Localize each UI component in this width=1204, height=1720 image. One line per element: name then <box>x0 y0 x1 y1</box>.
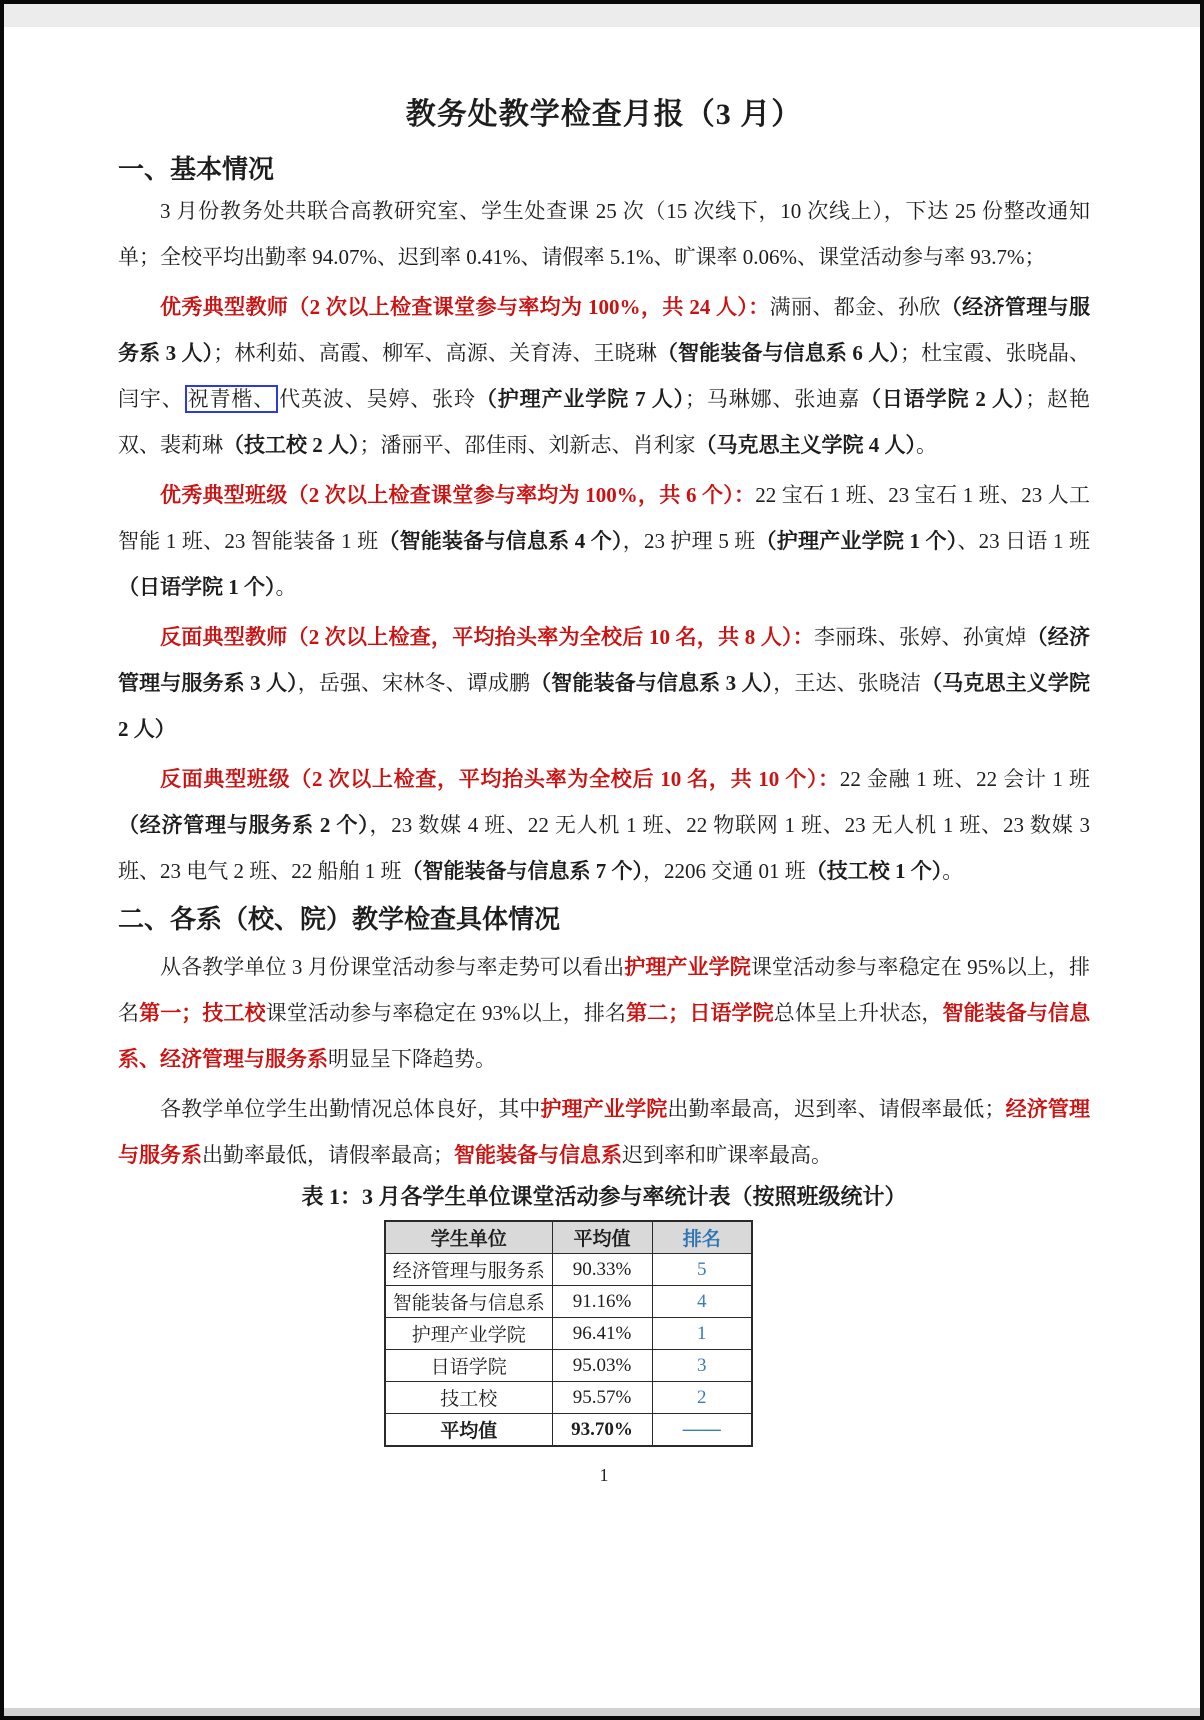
average-cell: 93.70% <box>552 1414 652 1447</box>
text-run: 迟到率和旷课率最高。 <box>622 1143 832 1167</box>
paragraph-negative-classes <box>118 756 1090 894</box>
bold-run: （日语学院 1 个） <box>118 575 276 599</box>
text-run: ；赵艳双、裴莉琳 <box>118 387 1091 457</box>
text-run: ，23 护理 5 班 <box>622 529 756 553</box>
bold-run: （马克思主义学院 2 人） <box>118 671 1090 741</box>
document-content <box>4 4 1200 1486</box>
text-run: 出勤率最高，迟到率、请假率最低； <box>667 1097 1006 1121</box>
average-cell: 90.33% <box>552 1254 652 1286</box>
bold-run: （智能装备与信息系 3 人） <box>530 671 774 695</box>
red-emphasis-run: 优秀典型班级（2 次以上检查课堂参与率均为 100%，共 6 个）： <box>160 483 756 507</box>
rank-cell: 1 <box>652 1318 752 1350</box>
paragraph-excellent-classes <box>118 472 1090 610</box>
rank-cell: 2 <box>652 1382 752 1414</box>
scan-edge-bottom <box>4 1708 1200 1716</box>
rank-cell: 3 <box>652 1350 752 1382</box>
bold-run: （技工校 1 个） <box>805 859 943 883</box>
rank-cell: —— <box>652 1414 752 1447</box>
text-run: 代英波、吴婷、张玲 <box>279 387 476 411</box>
bold-run: （经济管理与服务系 3 人） <box>118 625 1090 695</box>
average-cell: 95.57% <box>552 1382 652 1414</box>
text-run: 各教学单位学生出勤情况总体良好，其中 <box>160 1097 541 1121</box>
text-run: ；林利茹、高霞、柳军、高源、关育涛、王晓琳 <box>213 341 657 365</box>
average-cell: 96.41% <box>552 1318 652 1350</box>
text-run: 22 金融 1 班、22 会计 1 班 <box>839 767 1091 791</box>
table-average-row <box>385 1414 752 1447</box>
text-run: 。 <box>916 433 937 457</box>
rank-cell: 4 <box>652 1286 752 1318</box>
text-run: ；潘丽平、邵佳雨、刘新志、肖利家 <box>359 433 696 457</box>
section-2-heading: 二、各系（校、院）教学检查具体情况 <box>118 905 561 934</box>
text-run: ，岳强、宋林冬、谭成鹏 <box>297 671 531 695</box>
paragraph-excellent-teachers <box>118 284 1090 468</box>
text-run: 满丽、都金、孙欣 <box>769 295 941 319</box>
participation-rate-table <box>384 1220 753 1447</box>
bold-run: （日语学院 2 人） <box>859 387 1026 411</box>
paragraph-basic-stats <box>118 188 1090 280</box>
text-run: 、23 日语 1 班 <box>957 529 1091 553</box>
section-1-heading: 一、基本情况 <box>118 155 275 184</box>
document-title: 教务处教学检查月报（3 月） <box>405 98 803 131</box>
text-run: 课堂活动参与率稳定在 95%以上，排名 <box>118 955 1091 1025</box>
red-emphasis-run: 护理产业学院 <box>540 1097 668 1121</box>
red-emphasis-run: 经济管理与服务系 <box>118 1097 1091 1167</box>
text-run: 出勤率最低，请假率最高； <box>202 1143 454 1167</box>
text-run: 3 月份教务处共联合高教研究室、学生处查课 25 次（15 次线下，10 次线上），下达 25 份整改通知单；全校平均出勤率 94.07%、迟到率 0.41%、请假率 5.1%、旷课率 0.06%、课堂活动参与率 93.7%； <box>118 199 1090 269</box>
red-emphasis-run: 智能装备与信息系 <box>454 1143 622 1167</box>
bold-run: （马克思主义学院 4 人） <box>695 433 916 457</box>
red-emphasis-run: 智能装备与信息系、经济管理与服务系 <box>118 1001 1091 1071</box>
unit-cell: 智能装备与信息系 <box>385 1286 552 1318</box>
page-number: 1 <box>599 1465 609 1485</box>
table-row <box>385 1350 752 1382</box>
average-cell: 91.16% <box>552 1286 652 1318</box>
text-run: ；马琳娜、张迪嘉 <box>685 387 860 411</box>
average-cell: 95.03% <box>552 1350 652 1382</box>
bold-run: （智能装备与信息系 4 个） <box>378 529 623 553</box>
bold-run: （护理产业学院 7 人） <box>475 387 685 411</box>
bold-run: （智能装备与信息系 7 个） <box>401 859 643 883</box>
bold-run: （技工校 2 人） <box>223 433 360 457</box>
text-run: ；杜宝霞、张晓晶、闫宇、 <box>118 341 1090 411</box>
text-run: 总体呈上升状态， <box>773 1001 943 1025</box>
highlighted-name-box: 祝青楷、 <box>185 385 278 413</box>
red-emphasis-run: 第二； <box>626 1001 690 1025</box>
text-run: 课堂活动参与率稳定在 93%以上，排名 <box>265 1001 627 1025</box>
red-emphasis-run: 优秀典型教师（2 次以上检查课堂参与率均为 100%，共 24 人）： <box>160 295 770 319</box>
red-emphasis-run: 第一； <box>139 1001 203 1025</box>
table-row <box>385 1286 752 1318</box>
column-header-rank: 排名 <box>652 1221 752 1254</box>
text-run: ，王达、张晓洁 <box>773 671 922 695</box>
text-run: 。 <box>275 575 297 599</box>
unit-cell: 日语学院 <box>385 1350 552 1382</box>
red-emphasis-run: 反面典型教师（2 次以上检查，平均抬头率为全校后 10 名，共 8 人）： <box>160 625 814 649</box>
unit-cell: 护理产业学院 <box>385 1318 552 1350</box>
table-header-row <box>385 1221 752 1254</box>
rank-cell: 5 <box>652 1254 752 1286</box>
paragraph-attendance-summary <box>118 1086 1090 1178</box>
bold-run: （经济管理与服务系 3 人） <box>118 295 1091 365</box>
text-run: ，2206 交通 01 班 <box>643 859 806 883</box>
paragraph-negative-teachers <box>118 614 1090 752</box>
text-run: 22 宝石 1 班、23 宝石 1 班、23 人工智能 1 班、23 智能装备 1 班 <box>118 483 1090 553</box>
unit-cell: 技工校 <box>385 1382 552 1414</box>
red-emphasis-run: 日语学院 <box>689 1001 774 1025</box>
bold-run: （智能装备与信息系 6 人） <box>656 341 900 365</box>
column-header-average: 平均值 <box>552 1221 652 1254</box>
table-caption: 表 1：3 月各学生单位课堂活动参与率统计表（按照班级统计） <box>301 1184 907 1209</box>
unit-cell: 经济管理与服务系 <box>385 1254 552 1286</box>
text-run: 。 <box>942 859 964 883</box>
bold-run: （护理产业学院 1 个） <box>755 529 958 553</box>
table-row <box>385 1254 752 1286</box>
red-emphasis-run: 技工校 <box>202 1001 266 1025</box>
red-emphasis-run: 反面典型班级（2 次以上检查，平均抬头率为全校后 10 名，共 10 个）： <box>160 767 840 791</box>
table-row <box>385 1382 752 1414</box>
red-emphasis-run: 护理产业学院 <box>624 955 751 979</box>
paragraph-participation-trends <box>118 944 1090 1082</box>
text-run: ，23 数媒 4 班、22 无人机 1 班、22 物联网 1 班、23 无人机 1 班、23 数媒 3 班、23 电气 2 班、22 船舶 1 班 <box>118 813 1091 883</box>
text-run: 李丽珠、张婷、孙寅焯 <box>814 625 1027 649</box>
column-header-student-unit: 学生单位 <box>385 1221 552 1254</box>
bold-run: （经济管理与服务系 2 个） <box>118 813 370 837</box>
text-run: 明显呈下降趋势。 <box>328 1047 496 1071</box>
table-row <box>385 1318 752 1350</box>
text-run: 从各教学单位 3 月份课堂活动参与率走势可以看出 <box>160 955 625 979</box>
unit-cell: 平均值 <box>385 1414 552 1447</box>
